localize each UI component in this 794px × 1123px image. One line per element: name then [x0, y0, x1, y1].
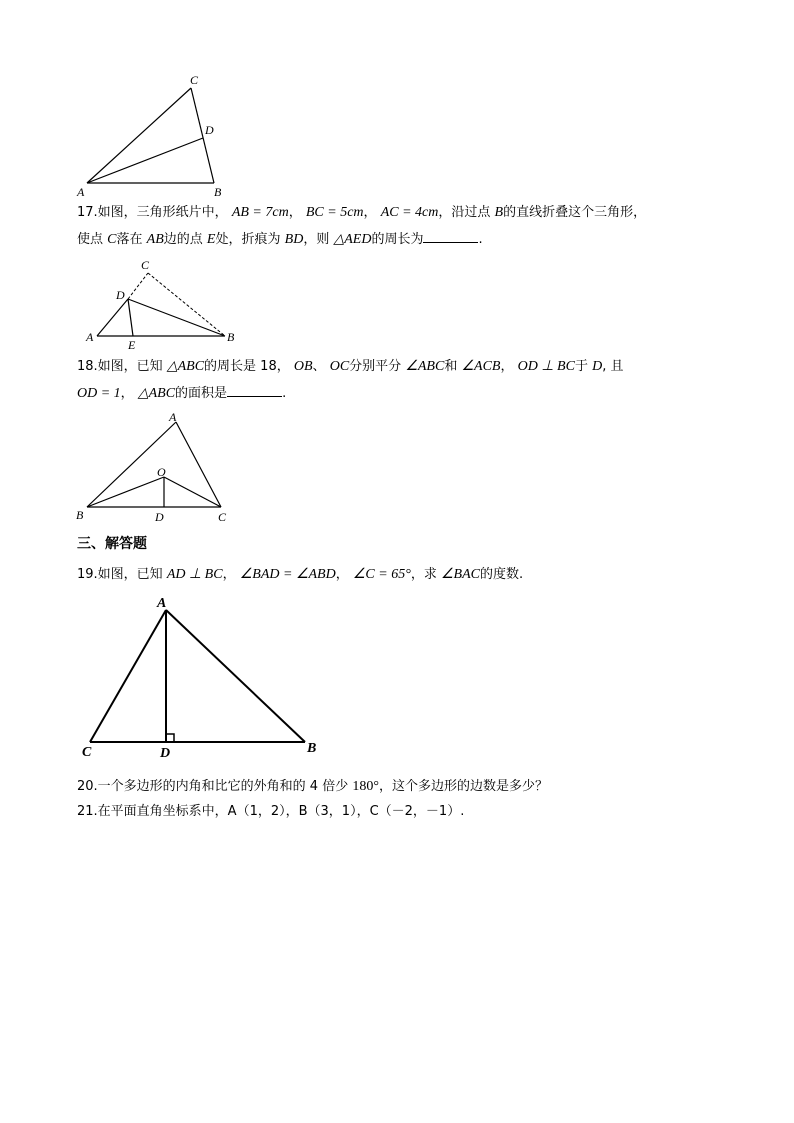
q18-text: , 且 [602, 359, 624, 374]
comma: ， [363, 205, 377, 220]
q21-text: 21.在平面直角坐标系中，A（1，2），B（3，1），C（－2，－1）. [77, 804, 465, 819]
q17-point-b: B [494, 205, 504, 220]
comma: ， [288, 205, 302, 220]
vertex-label-a: A [86, 330, 94, 344]
vertex-label-a: A [169, 410, 177, 424]
q17-bc-length: BC = 5cm [305, 205, 364, 220]
figure-right-angle-triangle [0, 592, 794, 762]
q18-text: 的面积是 [175, 386, 228, 401]
q18-od-value: OD = 1 [77, 386, 121, 401]
q18-point-d: D [592, 359, 603, 374]
q20-text: 20.一个多边形的内角和比它的外角和的 4 倍少 [77, 779, 349, 794]
q18-angle-abc: ∠ABC [405, 359, 445, 374]
section-heading: 三、解答题 [77, 536, 147, 552]
segment-ad [87, 138, 203, 183]
q17-text: 落在 [116, 232, 143, 247]
q21-line [77, 804, 464, 820]
q17-point-e: E [206, 232, 216, 247]
vertex-label-c: C [82, 745, 92, 760]
figure-bisector-triangle [0, 410, 794, 525]
q18-oc: OC [329, 359, 350, 374]
right-angle-mark [166, 734, 174, 742]
vertex-label-c: C [218, 510, 227, 524]
vertex-label-d: D [160, 746, 171, 761]
segment-ac [176, 422, 221, 507]
q18-angle-acb: ∠ACB [461, 359, 501, 374]
q18-triangle-abc: △ABC [166, 359, 205, 374]
q19-text: 的度数. [479, 567, 524, 582]
q20-text: ，这个多边形的边数是多少？ [378, 779, 548, 794]
dashed-dc [128, 273, 148, 299]
q18-text: 和 [444, 359, 458, 374]
q19-angle-c: ∠C = 65° [352, 567, 411, 582]
comma: ， [500, 359, 514, 374]
vertex-label-b: B [76, 508, 84, 522]
segment-ad [97, 299, 128, 336]
vertex-label-b: B [227, 330, 235, 344]
figure-fold-triangle [0, 255, 794, 355]
vertex-label-a: A [157, 596, 167, 611]
q18-text: 、 [312, 359, 326, 374]
figure-triangle-abc-d [0, 0, 794, 200]
q17-text: 的直线折叠这个三角形， [503, 205, 647, 220]
q17-point-c: C [107, 232, 117, 247]
answer-blank[interactable] [227, 384, 282, 397]
segment-ab [166, 610, 305, 742]
segment-ac [87, 88, 191, 183]
q18-text: 的周长是 18， [204, 359, 290, 374]
q17-ab-length: AB = 7cm [231, 205, 289, 220]
vertex-label-d: D [155, 510, 164, 524]
q17-side-ab: AB [146, 232, 164, 247]
q19-text: 19.如图，已知 [77, 567, 163, 582]
q18-od-perp: OD ⊥ BC [517, 359, 575, 374]
q17-text: 的周长为 [371, 232, 424, 247]
comma: ， [120, 386, 134, 401]
q19-line [77, 567, 523, 583]
vertex-label-b: B [307, 741, 317, 756]
q18-ob: OB [293, 359, 313, 374]
segment-ca [90, 610, 166, 742]
q17-line2 [77, 230, 483, 248]
period: . [282, 386, 287, 401]
dashed-cb [148, 273, 225, 336]
q18-text: 分别平分 [349, 359, 402, 374]
q19-angle-equality: ∠BAD = ∠ABD [239, 567, 336, 582]
q17-text: ，则 [303, 232, 330, 247]
comma: ， [222, 567, 236, 582]
segment-db [128, 299, 225, 336]
q18-text: 18.如图，已知 [77, 359, 163, 374]
q17-text: 处，折痕为 [215, 232, 281, 247]
q17-text: ，沿过点 [438, 205, 491, 220]
q20-degrees: 180° [352, 779, 379, 794]
q20-line [77, 779, 548, 795]
segment-ob [87, 477, 164, 507]
comma: ， [335, 567, 349, 582]
vertex-label-b: B [214, 185, 222, 199]
q17-triangle-aed: △AED [333, 232, 372, 247]
q17-text: 17.如图，三角形纸片中， [77, 205, 228, 220]
q17-text: 边的点 [163, 232, 203, 247]
q19-angle-bac: ∠BAC [440, 567, 480, 582]
vertex-label-d: D [116, 288, 125, 302]
q18-line1 [77, 359, 623, 375]
period: . [478, 232, 483, 247]
q18-line2 [77, 384, 286, 402]
q18-text: 于 [574, 359, 588, 374]
q17-text: 使点 [77, 232, 104, 247]
vertex-label-c: C [141, 258, 150, 272]
q17-ac-length: AC = 4cm [380, 205, 439, 220]
q18-triangle-abc: △ABC [137, 386, 176, 401]
q17-line1 [77, 205, 646, 221]
vertex-label-o: O [157, 465, 166, 479]
q17-crease-bd: BD [284, 232, 304, 247]
q19-text: ，求 [410, 567, 437, 582]
vertex-label-a: A [77, 185, 85, 199]
vertex-label-c: C [190, 73, 199, 87]
vertex-label-d: D [205, 123, 214, 137]
q19-ad-perp-bc: AD ⊥ BC [166, 567, 223, 582]
answer-blank[interactable] [423, 230, 478, 243]
vertex-label-e: E [128, 338, 136, 352]
segment-de [128, 299, 133, 336]
